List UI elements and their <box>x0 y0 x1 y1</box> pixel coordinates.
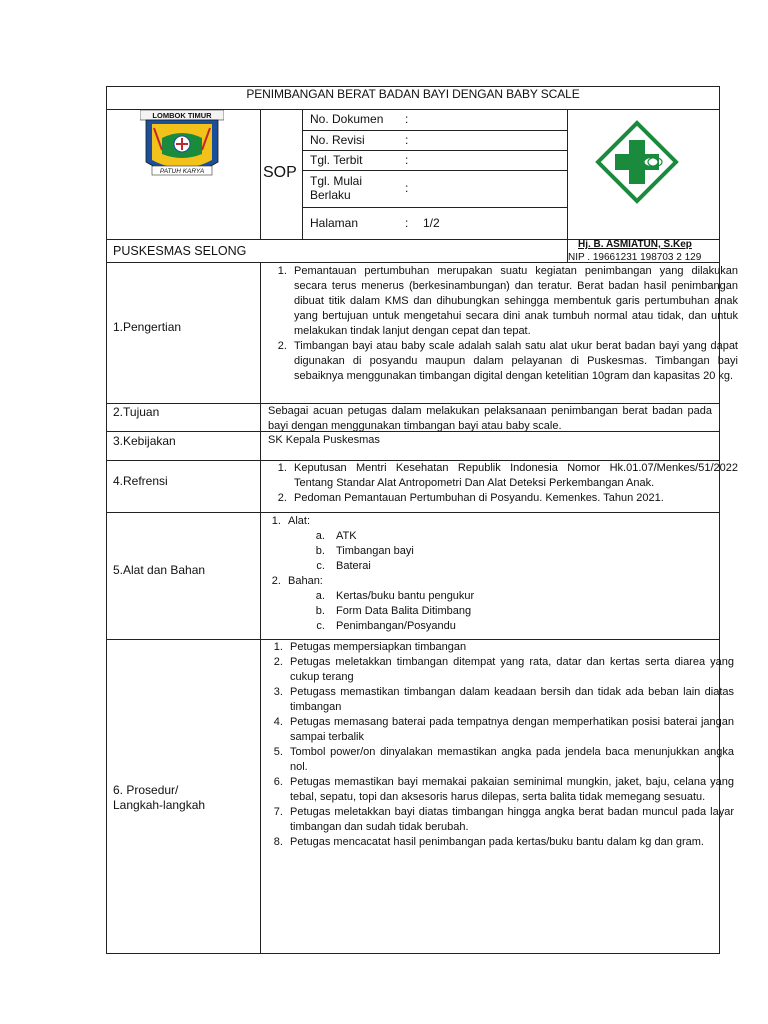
meta-value-halaman: 1/2 <box>423 216 440 230</box>
meta-line-3 <box>302 170 567 171</box>
bahan-group <box>284 574 724 634</box>
logo-ribbon-text: PATUH KARYA <box>159 168 205 175</box>
signer-name: Hj. B. ASMIATUN, S.Kep <box>578 239 692 250</box>
meta-sep-3: : <box>405 153 409 167</box>
bahan-group-title: Bahan: <box>288 575 323 587</box>
bahan-sublist <box>288 589 724 634</box>
header-divider-3 <box>567 109 568 240</box>
meta-sep-1: : <box>405 112 409 126</box>
procedure-step: 6. Petugas memastikan bayi memakai pakaian seminimal mungkin, jaket, baju, celana yang tebal, sepatu, topi dan aksesoris harus dilepas, serta balita tidak memegang sesuatu. <box>286 775 734 805</box>
list-item: a. Kertas/buku bantu pengukur <box>328 589 724 604</box>
prosedur-list <box>264 640 734 850</box>
alat-sublist <box>288 529 724 574</box>
alat-bahan-list <box>264 514 724 634</box>
section-label-tujuan: 2.Tujuan <box>113 405 160 419</box>
referensi-list <box>264 461 738 506</box>
procedure-step: 3. Petugass memastikan timbangan dalam keadaan bersih dan tidak ada beban lain diatas timbangan <box>286 685 734 715</box>
meta-line-4 <box>302 207 567 208</box>
kebijakan-text: SK Kepala Puskesmas <box>268 434 380 446</box>
procedure-step: 8. Petugas mencacatat hasil penimbangan pada kertas/buku bantu dalam kg dan gram. <box>286 835 734 850</box>
pengertian-list <box>264 264 738 384</box>
section-label-referensi: 4.Refrensi <box>113 474 168 488</box>
body-label-column-divider <box>260 263 261 954</box>
meta-label-no-dokumen: No. Dokumen <box>310 112 384 126</box>
meta-sep-4: : <box>405 181 409 195</box>
meta-label-berlaku: Berlaku <box>310 188 351 202</box>
alat-group-title: Alat: <box>288 515 311 527</box>
section-label-prosedur-1: 6. Prosedur/ <box>113 783 179 797</box>
signer-nip: NIP . 19661231 198703 2 129 <box>568 252 702 263</box>
meta-sep-5: : <box>405 216 409 230</box>
list-item: c. Penimbangan/Posyandu <box>328 619 724 634</box>
puskesmas-name: PUSKESMAS SELONG <box>113 244 247 258</box>
section-label-prosedur-2: Langkah-langkah <box>113 798 206 812</box>
procedure-step: 5. Tombol power/on dinyalakan memastikan angka pada jendela baca menunjukkan angka nol. <box>286 745 734 775</box>
meta-line-1 <box>302 130 567 131</box>
procedure-step: 1. Petugas mempersiapkan timbangan <box>286 640 734 655</box>
list-item: 2. Timbangan bayi atau baby scale adalah salah satu alat ukur berat badan bayi yang dapat digunakan di posyandu maupun dalam pelayanan di Puskesmas. Timbangan bayi sebaiknya menggunakan timbangan digital dengan ketelitian 10gram dan kapasitas 20 kg. <box>290 339 738 384</box>
meta-label-halaman: Halaman <box>310 216 359 230</box>
row-line-alat <box>106 512 720 513</box>
section-label-alat-bahan: 5.Alat dan Bahan <box>113 563 206 577</box>
list-item: 2. Pedoman Pemantauan Pertumbuhan di Posyandu. Kemenkes. Tahun 2021. <box>290 491 738 506</box>
list-item: b. Form Data Balita Ditimbang <box>328 604 724 619</box>
procedure-step: 2. Petugas meletakkan timbangan ditempat yang rata, datar dan kertas serta diarea yang cukup terang <box>286 655 734 685</box>
procedure-step: 4. Petugas memasang baterai pada tempatnya dengan memperhatikan posisi baterai jangan sampai terbalik <box>286 715 734 745</box>
document-title: PENIMBANGAN BERAT BADAN BAYI DENGAN BABY SCALE <box>246 87 580 101</box>
meta-line-2 <box>302 150 567 151</box>
procedure-step: 7. Petugas meletakkan bayi diatas timbangan hingga angka berat badan muncul pada layar timbangan dan sudah tidak berubah. <box>286 805 734 835</box>
meta-label-no-revisi: No. Revisi <box>310 133 365 147</box>
sop-label: SOP <box>263 164 297 181</box>
tujuan-text: Sebagai acuan petugas dalam melakukan pelaksanaan penimbangan berat badan pada bayi dengan menggunakan timbangan bayi atau baby scale. <box>268 405 712 432</box>
meta-label-tgl-terbit: Tgl. Terbit <box>310 153 363 167</box>
list-item: c. Baterai <box>328 559 724 574</box>
logo-top-text: LOMBOK TIMUR <box>152 111 212 120</box>
meta-label-tgl-mulai: Tgl. Mulai <box>310 174 363 188</box>
section-label-pengertian: 1.Pengertian <box>113 320 182 334</box>
list-item: 1. Keputusan Mentri Kesehatan Republik Indonesia Nomor Hk.01.07/Menkes/51/2022 Tentang Standar Alat Antropometri Dan Alat Deteksi Perkembangan Anak. <box>290 461 738 491</box>
header-divider-1 <box>260 109 261 240</box>
section-label-kebijakan: 3.Kebijakan <box>113 434 176 448</box>
meta-sep-2: : <box>405 133 409 147</box>
lombok-timur-logo <box>140 110 224 184</box>
header-divider-2 <box>302 109 303 240</box>
list-item: b. Timbangan bayi <box>328 544 724 559</box>
list-item: a. ATK <box>328 529 724 544</box>
alat-group <box>284 514 724 574</box>
puskesmas-logo <box>595 120 679 204</box>
list-item: 1. Pemantauan pertumbuhan merupakan suatu kegiatan penimbangan yang dilakukan secara terus menerus (berkesinambungan) dan teratur. Berat badan hasil penimbangan dibuat titik dalam KMS dan dihubungkan sehingga membentuk garis pertumbuhan anak yang bertujuan untuk mengetahui secara dini anak tumbuh normal atau tidak, dan untuk melakukan tindak lanjut dengan cepat dan tepat. <box>290 264 738 339</box>
